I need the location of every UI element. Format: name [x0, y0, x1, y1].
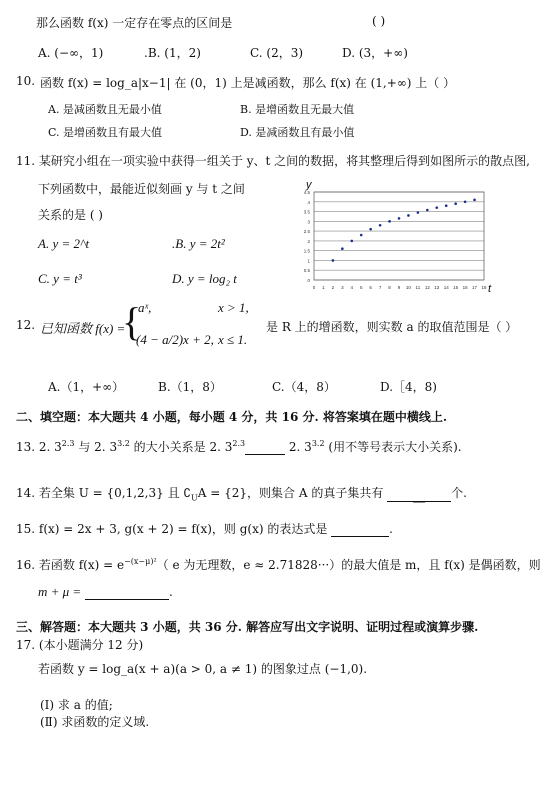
q12-tail: 是 R 上的增函数，则实数 a 的取值范围是（ ） — [266, 320, 518, 334]
scatter-point — [407, 214, 410, 217]
scatter-point — [350, 240, 353, 243]
q12-case2-cond: x ≤ 1. — [218, 332, 248, 347]
q14-tail: 个. — [451, 486, 467, 500]
scatter-point — [435, 206, 438, 209]
q10-number: 10. — [16, 74, 36, 88]
x-tick-label: 17 — [472, 285, 478, 290]
x-tick-label: 12 — [424, 285, 430, 290]
q10-option-d: D. 是减函数且有最小值 — [240, 126, 355, 139]
y-tick-label: 2.5 — [303, 229, 310, 235]
y-tick-label: 4.5 — [303, 190, 310, 195]
q11-line3: 关系的是 ( ) — [38, 208, 103, 222]
y-tick-label: 2 — [307, 238, 310, 244]
plot-frame — [314, 192, 484, 280]
q16-line2 — [38, 584, 173, 600]
q12-lead: 已知函数 f(x) = — [40, 321, 126, 336]
q11-option-a: A. y = 2^t — [38, 236, 90, 251]
q17-part-2: (Ⅱ) 求函数的定义域. — [40, 715, 150, 729]
q9-option-b: .B. (1，2) — [144, 46, 201, 60]
x-tick-label: 1 — [322, 285, 325, 290]
q13-part-d: 2. 3 — [288, 440, 312, 454]
q16-exponent: −(x−μ)² — [124, 557, 157, 566]
x-tick-label: 6 — [369, 285, 372, 290]
scatter-point — [417, 211, 420, 214]
q13-exp-a: 2.3 — [61, 439, 75, 448]
x-tick-label: 8 — [388, 285, 391, 290]
scatter-point — [341, 247, 344, 250]
y-tick-label: 4 — [307, 199, 310, 205]
q11-option-d: D. y = log₂ t — [172, 271, 237, 286]
x-tick-label: 10 — [405, 285, 411, 290]
y-axis-label: y — [306, 179, 312, 191]
q10-option-a: A. 是减函数且无最小值 — [48, 103, 162, 116]
q12-option-d: D.［4，8) — [380, 380, 437, 394]
q13-part-a: 13. 2. 3 — [16, 440, 62, 454]
q12-option-c: C.（4，8） — [272, 380, 336, 394]
q11-option-c: C. y = t³ — [38, 271, 82, 286]
q11-line2: 下列函数中，最能近似刻画 y 与 t 之间 — [38, 182, 245, 196]
x-tick-label: 7 — [378, 285, 382, 290]
q14-complement-sub: U — [191, 493, 198, 503]
scatter-point — [379, 224, 382, 227]
q13-part-c: 的大小关系是 2. 3 — [133, 440, 233, 454]
q16-part-a: 16. 若函数 f(x) = e — [16, 558, 125, 572]
q12-case2-expr: (4 − a/2)x + 2, — [136, 332, 214, 347]
q12-brace: { — [122, 299, 142, 344]
q12-case1-cond: x > 1, — [218, 300, 249, 315]
y-tick-label: 1.5 — [303, 248, 310, 254]
q16-answer-blank[interactable] — [85, 587, 169, 600]
q9-paren: ( ) — [372, 14, 386, 28]
scatter-point — [464, 200, 467, 203]
x-tick-label: 5 — [359, 285, 363, 290]
y-tick-label: 1 — [307, 258, 310, 264]
q16-line1 — [16, 556, 541, 573]
q12-number: 12. — [16, 318, 36, 332]
x-tick-label: 18 — [481, 285, 487, 290]
q15-stem: 15. f(x) = 2x + 3, g(x + 2) = f(x)，则 g(x) 的表达式是 — [16, 522, 328, 536]
q12-option-a: A.（1，+∞） — [48, 380, 125, 394]
q13-part-e: (用不等号表示大小关系). — [328, 440, 462, 454]
x-tick-label: 11 — [415, 285, 421, 290]
q17-stem: 若函数 y = log_a(x + a)(a > 0, a ≠ 1) 的图象过点 (−1,0). — [38, 662, 368, 676]
q9-option-c: C. (2，3) — [250, 46, 304, 60]
q10-option-b: B. 是增函数且无最大值 — [240, 103, 355, 116]
scatter-point — [398, 217, 401, 220]
x-tick-label: 3 — [341, 285, 344, 290]
q14-blank-mark: __ — [413, 489, 426, 504]
q12-option-b: B.（1，8） — [158, 380, 222, 394]
q13-text — [16, 438, 462, 455]
q9-option-d: D. (3，+∞) — [342, 46, 408, 60]
q13-exp-d: 3.2 — [311, 439, 325, 448]
y-tick-label: 3 — [307, 219, 310, 225]
x-axis-label: t — [488, 283, 492, 295]
x-tick-label: 16 — [462, 285, 468, 290]
x-tick-label: 14 — [443, 285, 449, 290]
section-3-title: 三、解答题：本大题共 3 小题，共 36 分. 解答应写出文字说明、证明过程或演算步骤. — [16, 620, 479, 634]
y-tick-label: 0 — [307, 278, 310, 283]
scatter-point — [388, 220, 391, 223]
q14-part-a: 14. 若全集 U = {0,1,2,3} 且 ∁ — [16, 486, 192, 500]
section-2-title: 二、填空题：本大题共 4 小题，每小题 4 分，共 16 分. 将答案填在题中横线上. — [16, 410, 448, 424]
x-tick-label: 9 — [397, 285, 401, 290]
q13-exp-c: 2.3 — [232, 439, 246, 448]
q17-heading: 17. (本小题满分 12 分) — [16, 638, 144, 652]
y-tick-label: 0.5 — [303, 268, 310, 274]
q13-part-b: 与 2. 3 — [78, 440, 118, 454]
scatter-point — [473, 199, 476, 202]
q14-part-b: A = {2}，则集合 A 的真子集共有 — [197, 486, 384, 500]
y-tick-label: 3.5 — [303, 209, 310, 215]
q16-part-b: （ e 为无理数，e ≈ 2.71828···）的最大值是 m，且 f(x) 是偶函数，则 — [156, 558, 541, 572]
q9-stem: 那么函数 f(x) 一定存在零点的区间是 — [36, 16, 233, 30]
q13-exp-b: 3.2 — [117, 439, 130, 448]
scatter-point — [454, 202, 457, 205]
x-tick-label: 13 — [434, 285, 440, 290]
scatter-point — [369, 228, 372, 231]
q15-text — [16, 520, 393, 537]
scatter-point — [445, 204, 448, 207]
q15-tail: . — [389, 522, 393, 536]
q11-option-b: .B. y = 2t² — [172, 236, 225, 251]
x-tick-label: 4 — [350, 285, 354, 290]
q14-answer-blank[interactable] — [387, 489, 451, 502]
q10-text: 函数 f(x) = log_a|x−1| 在 (0，1) 上是减函数，那么 f(x) 在 (1,+∞) 上（ ） — [40, 76, 456, 90]
q12-case1-expr: aˣ, — [138, 300, 152, 315]
q10-option-c: C. 是增函数且有最大值 — [48, 126, 163, 139]
q13-answer-blank[interactable] — [245, 442, 285, 455]
x-tick-label: 0 — [312, 285, 316, 290]
scatter-chart — [296, 178, 496, 306]
q17-part-1: (Ⅰ) 求 a 的值; — [40, 698, 113, 712]
x-tick-label: 15 — [453, 285, 459, 290]
q14-text — [16, 484, 467, 502]
q16-lhs: m + μ = — [38, 584, 82, 599]
scatter-point — [360, 234, 363, 237]
q9-option-a: A. (−∞，1) — [38, 46, 104, 60]
q11-line1: 11. 某研究小组在一项实验中获得一组关于 y、t 之间的数据，将其整理后得到如图所示的散点图, — [16, 154, 530, 168]
scatter-point — [332, 259, 335, 262]
q16-tail: . — [169, 585, 173, 599]
scatter-point — [426, 209, 429, 212]
x-tick-label: 2 — [331, 285, 335, 290]
q15-answer-blank[interactable] — [331, 524, 389, 537]
